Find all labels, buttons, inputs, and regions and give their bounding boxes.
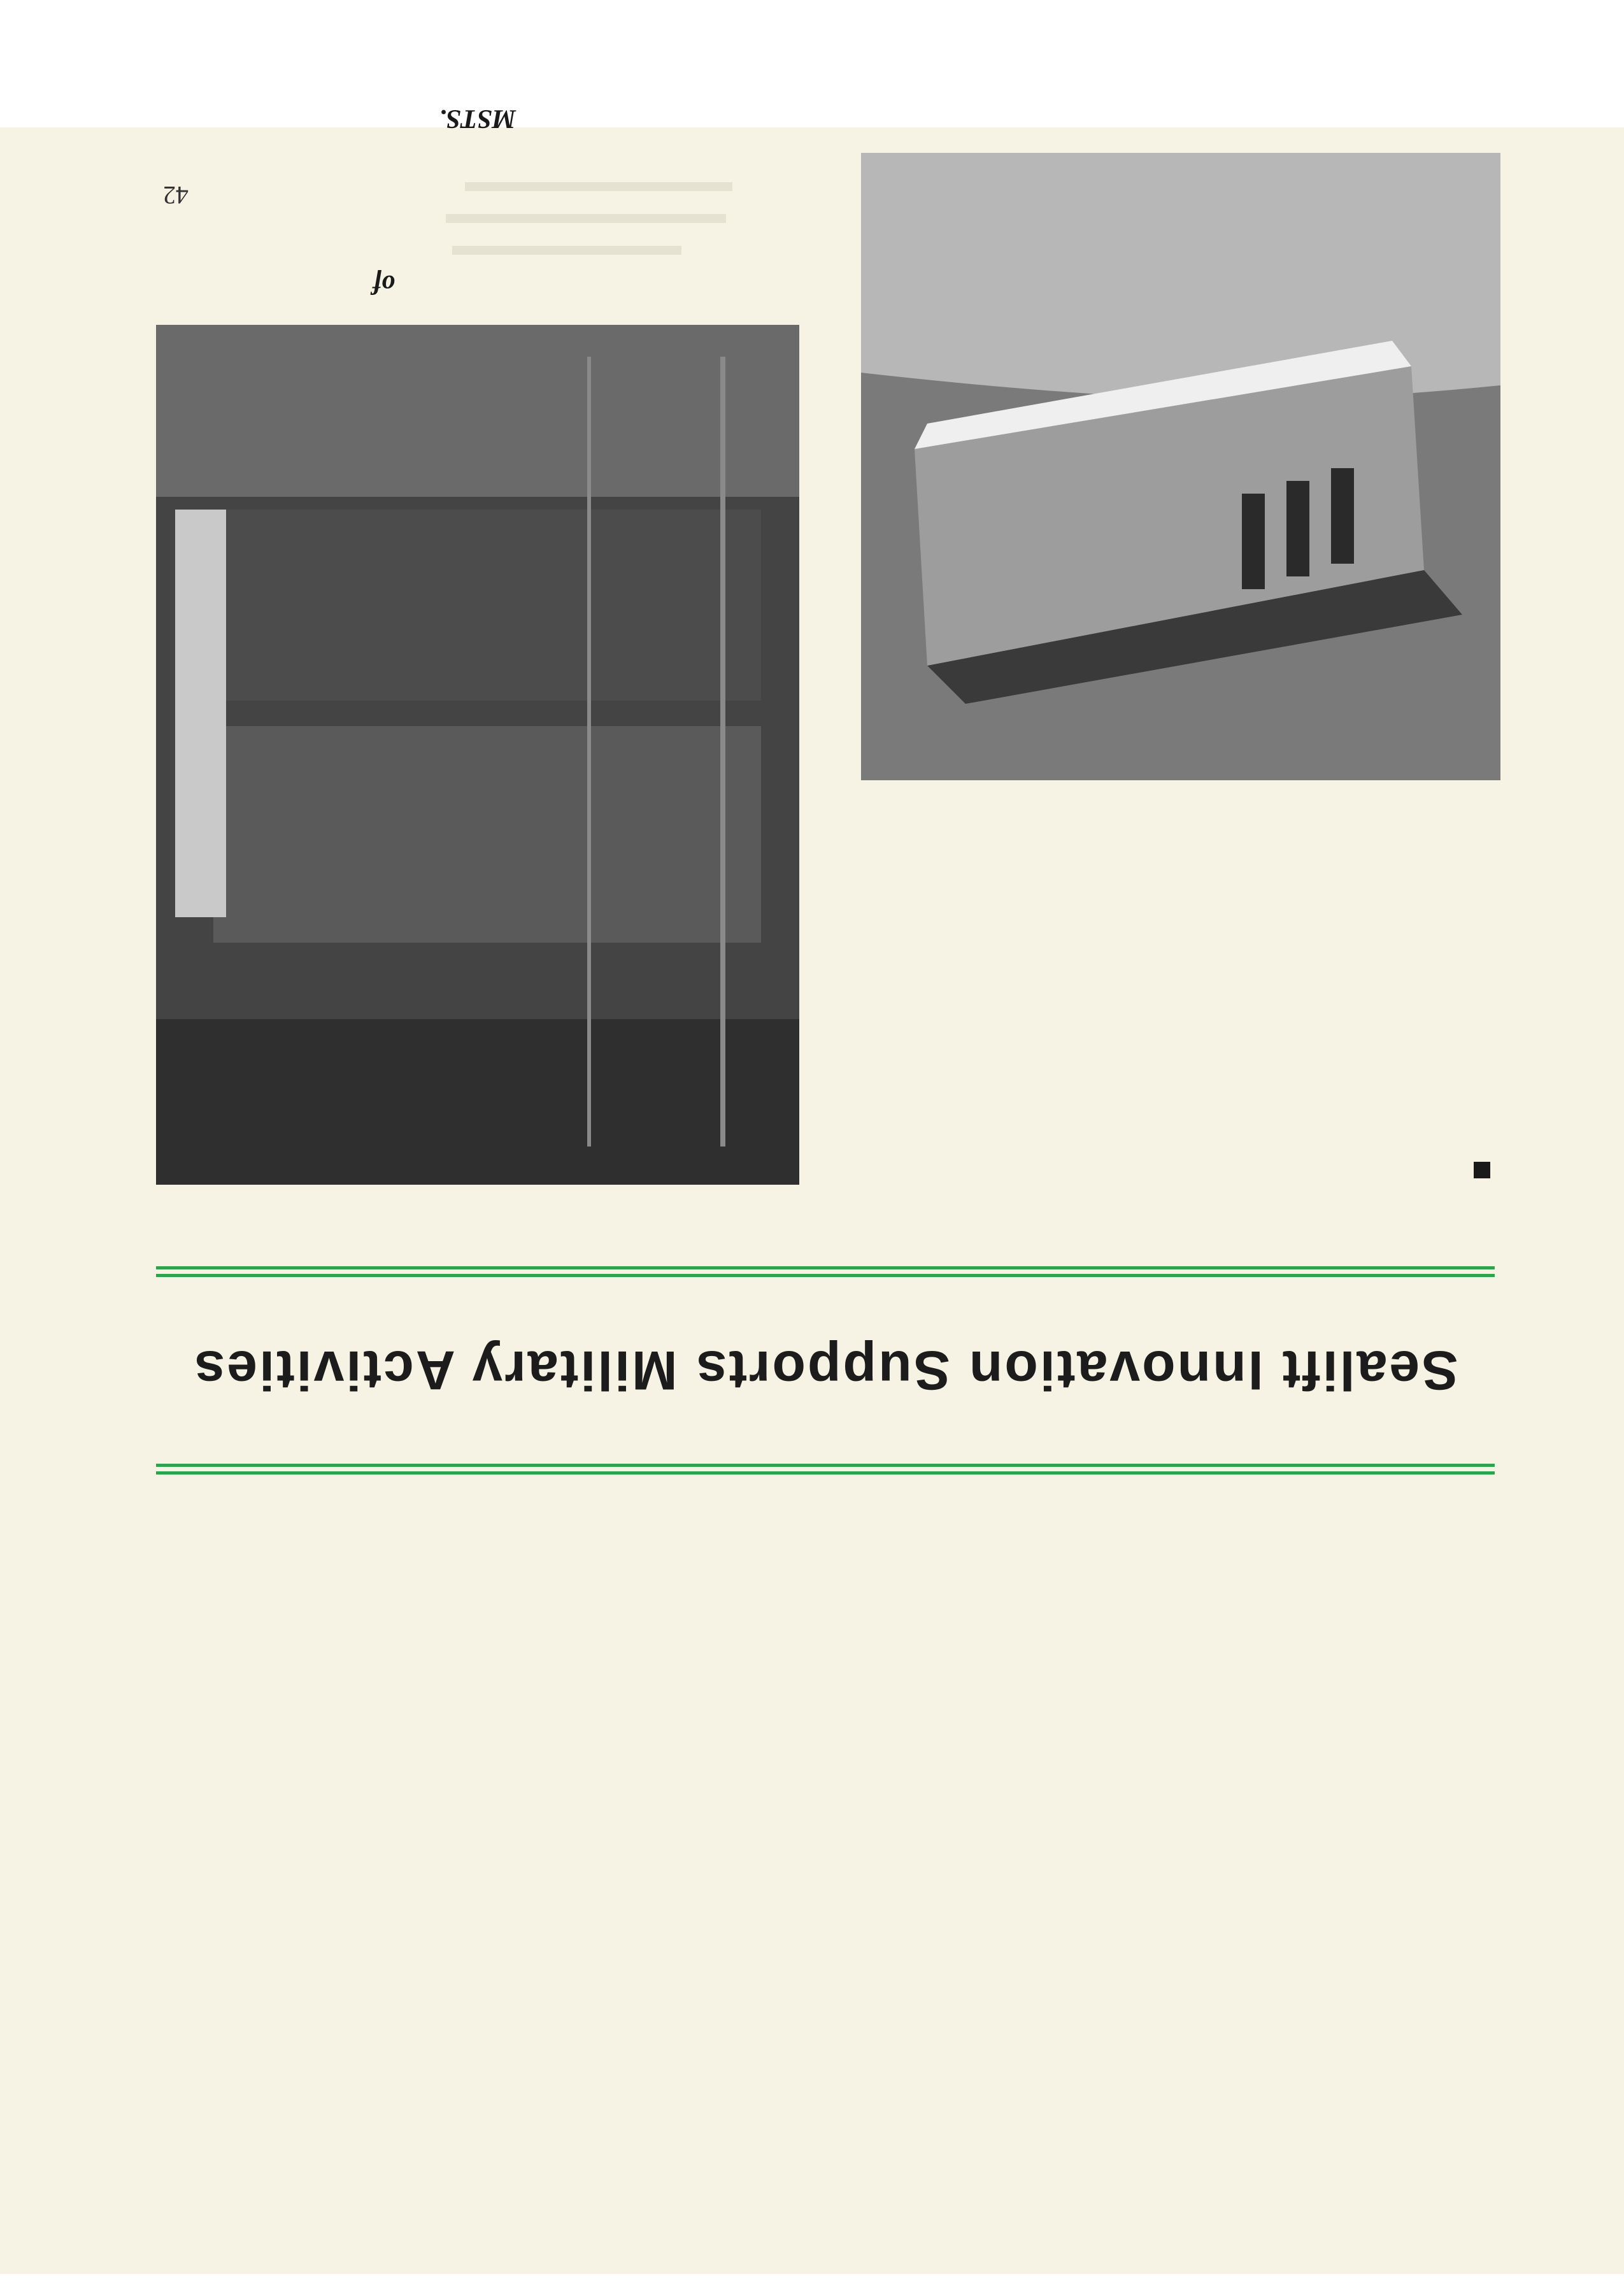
cargo-hold-photo (156, 325, 799, 1185)
faded-text-line (446, 214, 726, 223)
rule-top (156, 1266, 1495, 1277)
rule-line (156, 1266, 1495, 1269)
text-fragment-of: of (373, 269, 395, 299)
ship-illustration (861, 153, 1500, 780)
text-fragment-msts: MSTS. (439, 104, 516, 133)
ship-aerial-photo (861, 153, 1500, 780)
rule-line (156, 1471, 1495, 1475)
faded-text-line (465, 182, 732, 191)
hold-illustration (156, 325, 799, 1185)
section-marker (1474, 1162, 1490, 1178)
page-title: Sealift Innovation Supports Military Activities (192, 1339, 1458, 1401)
faded-text-line (452, 246, 681, 255)
rule-line (156, 1274, 1495, 1277)
page-number: 42 (163, 181, 189, 210)
rule-bottom (156, 1463, 1495, 1475)
rule-line (156, 1464, 1495, 1467)
